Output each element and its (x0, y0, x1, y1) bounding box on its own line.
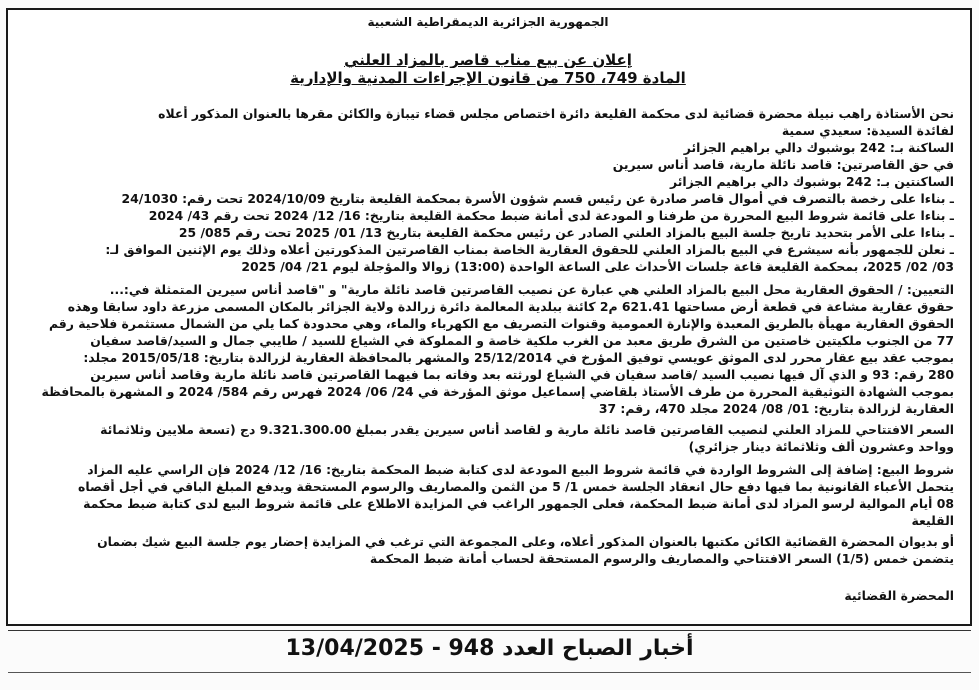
sale-conditions-line-3: 08 أيام الموالية لرسو المزاد لدى أمانة ضبط المحكمة، فعلى الجمهور الراغب في المزايدة الاطلاع على قائمة شروط البيع لدى كتابة ضبط محكمة (83, 496, 954, 511)
property-line-2: الحقوق العقارية مهيأة بالطريق المعبدة والإنارة العمومية وقنوات التصريف مع الكهرباء والماء، وهي محدودة كما يلي من الشمال مستثمرة فلاحية رقم (48, 316, 954, 331)
footer-divider-bottom (8, 672, 971, 673)
signature: المحضرة القضائية (844, 588, 954, 603)
opening-price-line: السعر الافتتاحي للمزاد العلني لنصيب القاصرتين قاصد نائلة مارية و لقاصد أناس سيرين يقدر بمبلغ 9.321.300.00 دج (تسعة ملايين وثلاثمائة (100, 422, 954, 437)
beneficiary: لفائدة السيدة: سعيدي سمية (781, 123, 954, 138)
property-line-3: 77 من الجنوب ملكيتين خاصتين من الشرق طريق معبد من الغرب ملكية خاصة و المملوكة في الشياع للسيد / طايبي جمال و السيد/قاصد سفيان (90, 333, 954, 348)
minors-address: الساكنتين بـ: 242 بوشبوك دالي براهيم الجزائر (669, 174, 954, 189)
sale-conditions-line-2: يتحمل الأعباء القانونية بما فيها دفع حال انعقاد الجلسة خمس 1/ 5 من الثمن والمصاريف والرسوم المستحقة ويدفع المبلغ الباقي في أجل أقصاه (78, 479, 954, 494)
property-line-4: بموجب عقد بيع عقار محرر لدى الموثق عويسي توفيق المؤرخ في 25/12/2014 والمشهر بالمحافظة العقارية لزرالدة بتاريخ: 2015/05/18 مجلد: (83, 350, 954, 365)
order-line: ـ بناءا على الأمر بتحديد تاريخ جلسة البيع بالمزاد العلني الصادر عن رئيس محكمة القليعة بتاريخ 13/ 01/ 2025 تحت رقم 085/ 25 (178, 225, 954, 240)
republic-heading: الجمهورية الجزائرية الديمقراطية الشعبية (367, 15, 609, 29)
minors: في حق القاصرتين: قاصد نائلة مارية، قاصد أناس سيرين (612, 157, 954, 172)
opening-price-words: وواحد وعشرون ألف وثلاثمائة دينار جزائري) (688, 439, 954, 454)
announcement-line: ـ نعلن للجمهور بأنه سيشرع في البيع بالمزاد العلني للحقوق العقارية الخاصة بمناب القاصرتين المذكورتين أعلاه وذلك يوم الإثنين الموافق لـ: (105, 242, 954, 257)
sale-conditions-line-4: القليعة (911, 513, 954, 528)
notice-subtitle: المادة 749، 750 من قانون الإجراءات المدنية والإدارية (290, 70, 686, 86)
property-line-5: 280 رقم: 93 و الذي آل فيها نصيب السيد /قاصد سفيان في الشياع لورثته بعد وفاته بما فيهما القاصرتين قاصد نائلة مارية وقاصد أناس سيرين (90, 367, 954, 382)
newspaper-footer: أخبار الصباح العدد 948 - 13/04/2025 (285, 636, 694, 661)
property-line-6: بموجب الشهادة التوثيقية المحررة من طرف الأستاذ بلقاضي إسماعيل موثق المؤرخة في 24/ 06/ 2024 فهرس رقم 584/ 2024 و المشهرة بالمحافظة (41, 384, 954, 399)
property-line-7: العقارية لزرالدة بتاريخ: 01/ 08/ 2024 مجلد 470، رقم: 37 (598, 401, 954, 416)
legal-notice-box (6, 8, 972, 626)
property-line-1: حقوق عقارية مشاعة في قطعة أرض مساحتها 621.41 م2 كائنة ببلدية المعالمة دائرة زرالدة ولاية الجزائر بالمكان المسمى مزرعة داود سابقا وهذه (67, 299, 954, 314)
conditions-list-line: ـ بناءا على قائمة شروط البيع المحررة من طرفنا و المودعة لدى أمانة ضبط محكمة القليعة بتاريخ: 16/ 12/ 2024 تحت رقم 43/ 2024 (148, 208, 954, 223)
beneficiary-address: الساكنة بـ: 242 بوشبوك دالي براهيم الجزائر (683, 140, 954, 155)
footer-divider (8, 630, 971, 631)
session-date-line: 03/ 02/ 2025، بمحكمة القليعة قاعة جلسات الأحداث على الساعة الواحدة (13:00) زوالا والمؤجلة ليوم 21/ 04/ 2025 (241, 259, 954, 274)
sale-conditions-line-1: شروط البيع: إضافة إلى الشروط الواردة في قائمة شروط البيع المودعة لدى كتابة ضبط المحكمة بتاريخ: 16/ 12/ 2024 فإن الراسي عليه المزاد (87, 462, 954, 477)
designation-line: التعيين: / الحقوق العقارية محل البيع بالمزاد العلني هي عبارة عن نصيب القاصرتين قاصد نائلة مارية" و "قاصد أناس سيرين المتمثلة في:... (109, 282, 954, 297)
authorization-line: ـ بناءا على رخصة بالتصرف في أموال قاصر صادرة عن رئيس قسم شؤون الأسرة بمحكمة القليعة بتاريخ 2024/10/09 تحت رقم: 24/1030 (121, 191, 954, 206)
notice-intro: نحن الأستاذة راهب نبيلة محضرة قضائية لدى محكمة القليعة دائرة اختصاص مجلس قضاء تيبازة والكائن مقرها بالعنوان المذكور أعلاه (158, 106, 954, 121)
deposit-line-1: أو بديوان المحضرة القضائية الكائن مكتبها بالعنوان المذكور أعلاه، وعلى المجموعة التي ترغب في المزايدة إحضار يوم جلسة البيع شيك بضمان (97, 534, 954, 549)
notice-title: إعلان عن بيع مناب قاصر بالمزاد العلني (344, 52, 632, 68)
deposit-line-2: يتضمن خمس (1/5) السعر الافتتاحي والمصاريف والرسوم المستحقة لحساب أمانة ضبط المحكمة (369, 551, 954, 566)
